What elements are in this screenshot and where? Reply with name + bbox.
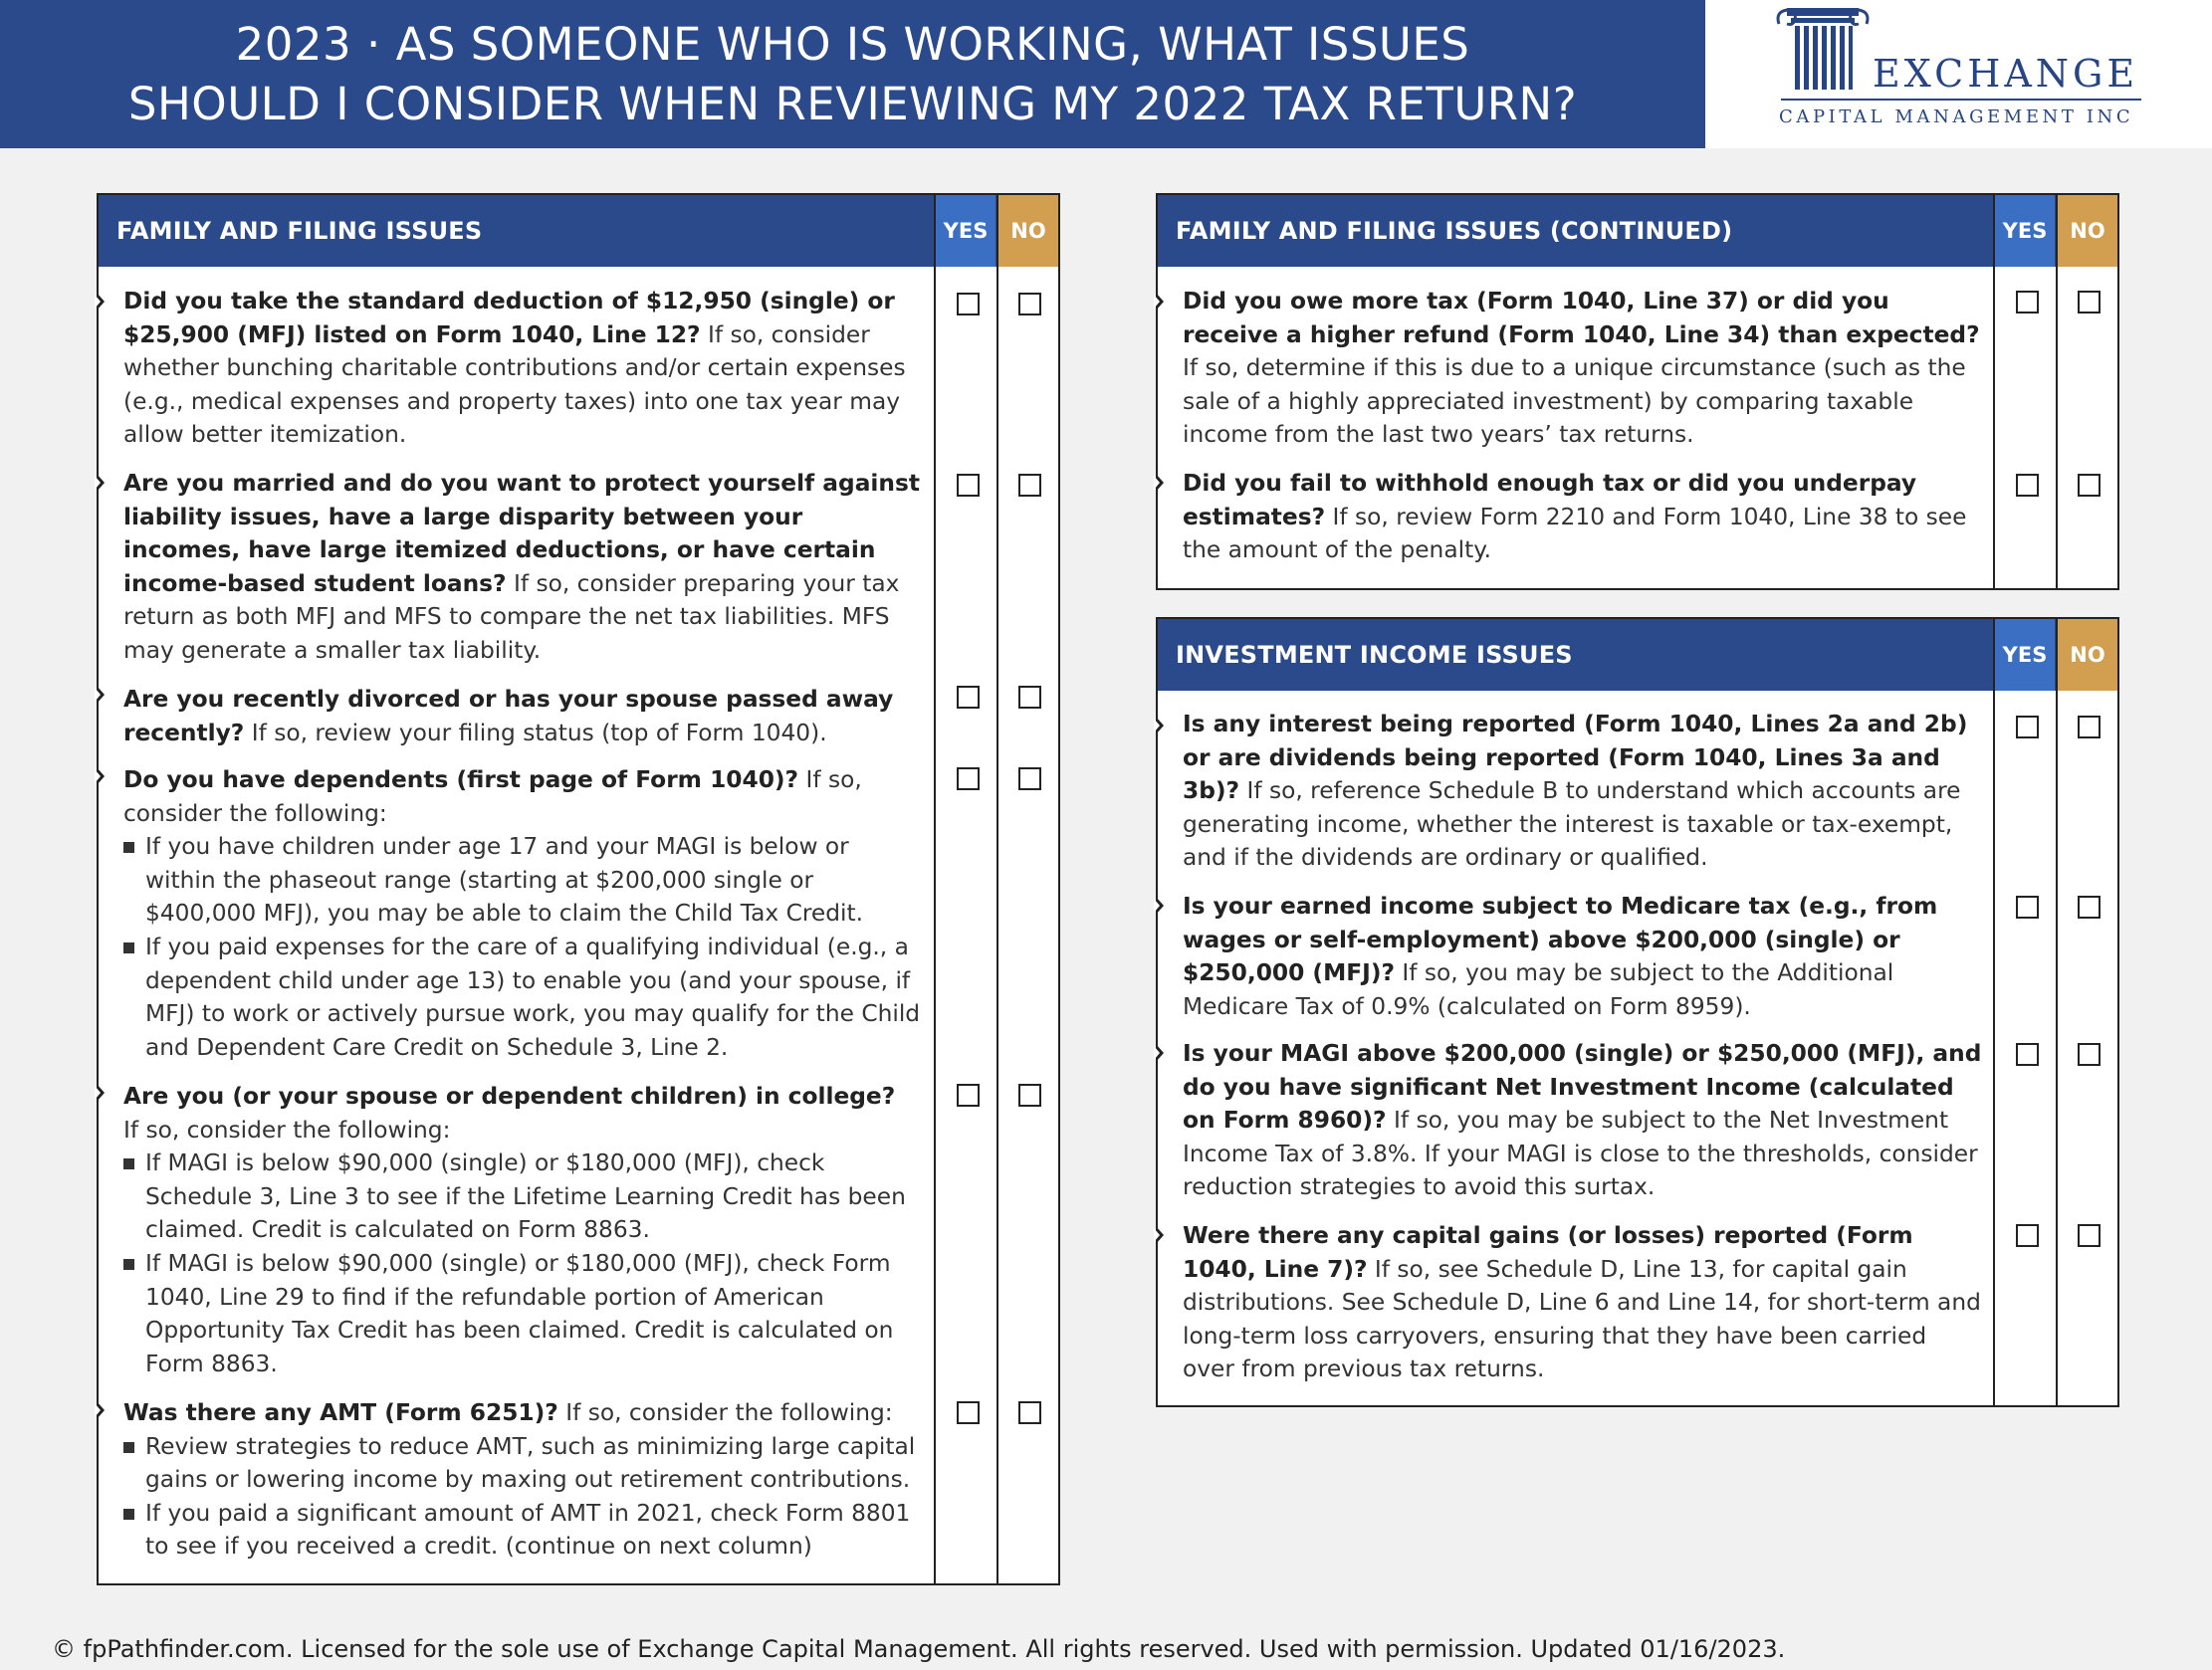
column-divider: [934, 267, 936, 1583]
question-item: Is your MAGI above $200,000 (single) or $250,000 (MFJ), and do you have significant Net Investment Income (calculated on Form 8960)? If so, you may be subject to the Net Investment Income Tax of 3.8%. If your MAGI is close to the thresholds, consider reduction strategies to avoid this surtax.: [1183, 1040, 1982, 1201]
yes-checkbox[interactable]: [2016, 1224, 2039, 1247]
header-divider: [1993, 619, 1995, 691]
question-marker-icon: [97, 474, 105, 492]
column-divider: [1993, 691, 1995, 1405]
question-marker-icon: [1156, 1226, 1164, 1244]
question-marker-icon: [97, 767, 105, 785]
logo-wordmark: EXCHANGE: [1873, 52, 2139, 96]
column-divider: [2056, 267, 2058, 588]
bullet-item: If MAGI is below $90,000 (single) or $180,000 (MFJ), check Form 1040, Line 29 to find if the refundable portion of American Opportunity Tax Credit has been claimed. Credit is calculated on Form 8863.: [123, 1247, 926, 1380]
question-item: Did you fail to withhold enough tax or did you underpay estimates? If so, review Form 2210 and Form 1040, Line 38 to see the amount of the penalty.: [1183, 470, 1967, 564]
no-checkbox[interactable]: [1018, 767, 1041, 790]
no-checkbox[interactable]: [1018, 474, 1041, 497]
question-item: Is any interest being reported (Form 1040, Lines 2a and 2b) or are dividends being reported (Form 1040, Lines 3a and 3b)? If so, reference Schedule B to understand which accounts are generating income, whether the interest is taxable or tax-exempt, and if the dividends are ordinary or qualified.: [1183, 711, 1968, 872]
no-checkbox[interactable]: [2078, 1043, 2101, 1066]
no-checkbox[interactable]: [2078, 291, 2101, 313]
bullet-item: If you paid a significant amount of AMT in 2021, check Form 8801 to see if you received a credit. (continue on next column): [123, 1497, 926, 1564]
question-item: Are you (or your spouse or dependent children) in college? If so, consider the following: If MAGI is below $90,000 (single) or $180,000 (MFJ), check Schedule 3, Line 3 to see if the Lifetime Learning Credit has been claimed. Credit is calculated on Form 8863. If MAGI is below $90,000 (single) or $180,000 (MFJ), check Form 1040, Line 29 to find if the refundable portion of American Opportunity Tax Credit has been claimed. Credit is calculated on Form 8863.: [123, 1080, 926, 1380]
page-title-line-2: SHOULD I CONSIDER WHEN REVIEWING MY 2022 TAX RETURN?: [127, 77, 1578, 130]
yes-checkbox[interactable]: [957, 293, 980, 315]
header-divider: [934, 195, 936, 267]
question-marker-icon: [1156, 293, 1164, 311]
question-marker-icon: [97, 686, 105, 704]
yes-checkbox[interactable]: [957, 1401, 980, 1424]
yes-checkbox[interactable]: [957, 767, 980, 790]
yes-checkbox[interactable]: [2016, 896, 2039, 919]
bullet-item: If MAGI is below $90,000 (single) or $180,000 (MFJ), check Schedule 3, Line 3 to see if the Lifetime Learning Credit has been claimed. Credit is calculated on Form 8863.: [123, 1147, 926, 1247]
column-divider: [1993, 267, 1995, 588]
bullet-item: If you paid expenses for the care of a qualifying individual (e.g., a dependent child under age 13) to enable you (and your spouse, if MFJ) to work or actively pursue work, you may qualify for the Child and Dependent Care Credit on Schedule 3, Line 2.: [123, 931, 926, 1064]
page-title-line-1: 2023 · AS SOMEONE WHO IS WORKING, WHAT ISSUES: [235, 17, 1470, 71]
question-marker-icon: [97, 293, 105, 311]
panel-header: [1158, 619, 2117, 691]
question-marker-icon: [1156, 474, 1164, 492]
question-item: Did you owe more tax (Form 1040, Line 37) or did you receive a higher refund (Form 1040, Line 34) than expected? If so, determine if this is due to a unique circumstance (such as the sale of a highly appreciated investment) by comparing taxable income from the last two years’ tax returns.: [1183, 288, 1980, 449]
copyright-footer: © fpPathfinder.com. Licensed for the sole use of Exchange Capital Management. All rights reserved. Used with permission. Updated 01/16/2023.: [52, 1635, 1786, 1663]
no-column-header: NO: [2058, 619, 2117, 691]
panel-header: [1158, 195, 2117, 267]
no-checkbox[interactable]: [2078, 474, 2101, 497]
yes-checkbox[interactable]: [957, 686, 980, 709]
logo-subtitle: CAPITAL MANAGEMENT INC: [1779, 106, 2134, 127]
greek-column-icon: [1773, 4, 1873, 96]
yes-column-header: YES: [1995, 195, 2055, 267]
header-divider: [1993, 195, 1995, 267]
question-marker-icon: [1156, 717, 1164, 734]
question-item: Do you have dependents (first page of Form 1040)? If so, consider the following: If you have children under age 17 and your MAGI is below or within the phaseout range (starting at $200,000 single or $400,000 MFJ), you may be able to claim the Child Tax Credit. If you paid expenses for the care of a qualifying individual (e.g., a dependent child under age 13) to enable you (and your spouse, if MFJ) to work or actively pursue work, you may qualify for the Child and Dependent Care Credit on Schedule 3, Line 2.: [123, 763, 926, 1064]
panel-title: FAMILY AND FILING ISSUES (CONTINUED): [1176, 217, 1733, 245]
question-item: Were there any capital gains (or losses) reported (Form 1040, Line 7)? If so, see Schedule D, Line 13, for capital gain distributions. See Schedule D, Line 6 and Line 14, for short-term and long-term loss carryovers, ensuring that they have been carried over from previous tax returns.: [1183, 1222, 1981, 1383]
company-logo: [1705, 0, 2212, 148]
yes-checkbox[interactable]: [2016, 291, 2039, 313]
title-banner: [0, 0, 1705, 148]
no-checkbox[interactable]: [2078, 716, 2101, 738]
yes-checkbox[interactable]: [2016, 716, 2039, 738]
question-item: Was there any AMT (Form 6251)? If so, consider the following: Review strategies to reduce AMT, such as minimizing large capital gains or lowering income by maxing out retirement contributions. If you paid a significant amount of AMT in 2021, check Form 8801 to see if you received a credit. (continue on next column): [123, 1396, 926, 1564]
bullet-item: Review strategies to reduce AMT, such as minimizing large capital gains or lowering income by maxing out retirement contributions.: [123, 1430, 926, 1497]
yes-checkbox[interactable]: [2016, 474, 2039, 497]
question-marker-icon: [1156, 1044, 1164, 1062]
yes-column-header: YES: [936, 195, 995, 267]
column-divider: [2056, 691, 2058, 1405]
no-checkbox[interactable]: [1018, 686, 1041, 709]
yes-column-header: YES: [1995, 619, 2055, 691]
no-column-header: NO: [2058, 195, 2117, 267]
question-marker-icon: [97, 1401, 105, 1419]
no-checkbox[interactable]: [2078, 1224, 2101, 1247]
question-item: Are you recently divorced or has your spouse passed away recently? If so, review your filing status (top of Form 1040).: [123, 686, 894, 746]
question-item: Is your earned income subject to Medicare tax (e.g., from wages or self-employment) above $200,000 (single) or $250,000 (MFJ)? If so, you may be subject to the Additional Medicare Tax of 0.9% (calculated on Form 8959).: [1183, 893, 1938, 1020]
bullet-item: If you have children under age 17 and your MAGI is below or within the phaseout range (starting at $200,000 single or $400,000 MFJ), you may be able to claim the Child Tax Credit.: [123, 830, 926, 931]
yes-checkbox[interactable]: [2016, 1043, 2039, 1066]
no-checkbox[interactable]: [1018, 1084, 1041, 1107]
header-divider: [2056, 195, 2058, 267]
question-item: Are you married and do you want to protect yourself against liability issues, have a large disparity between your incomes, have large itemized deductions, or have certain income-based student loans? If so, consider preparing your tax return as both MFJ and MFS to compare the net tax liabilities. MFS may generate a smaller tax liability.: [123, 470, 920, 664]
panel-title: INVESTMENT INCOME ISSUES: [1176, 641, 1573, 669]
no-checkbox[interactable]: [1018, 1401, 1041, 1424]
yes-checkbox[interactable]: [957, 1084, 980, 1107]
no-column-header: NO: [998, 195, 1058, 267]
question-item: Did you take the standard deduction of $12,950 (single) or $25,900 (MFJ) listed on Form 1040, Line 12? If so, consider whether bunching charitable contributions and/or certain expenses (e.g., medical expenses and property taxes) into one tax year may allow better itemization.: [123, 288, 906, 449]
panel-title: FAMILY AND FILING ISSUES: [116, 217, 483, 245]
question-marker-icon: [97, 1084, 105, 1102]
header-divider: [996, 195, 998, 267]
column-divider: [996, 267, 998, 1583]
panel-header: [99, 195, 1058, 267]
logo-divider: [1781, 99, 2141, 101]
no-checkbox[interactable]: [1018, 293, 1041, 315]
no-checkbox[interactable]: [2078, 896, 2101, 919]
yes-checkbox[interactable]: [957, 474, 980, 497]
header-divider: [2056, 619, 2058, 691]
question-marker-icon: [1156, 897, 1164, 915]
